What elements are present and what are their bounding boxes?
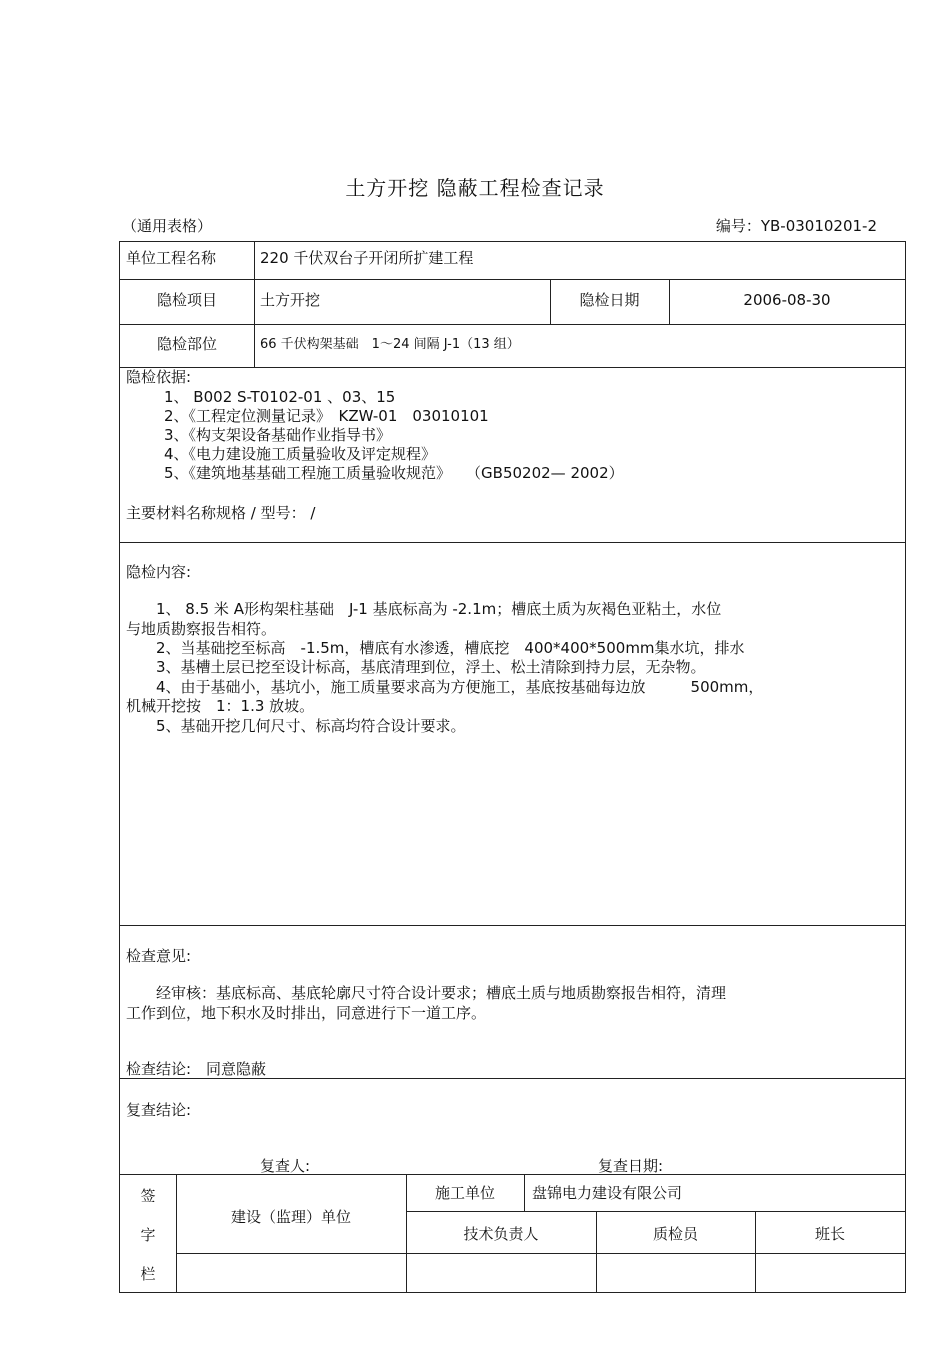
form-title: 土方开挖 隐蔽工程检查记录 — [345, 176, 605, 200]
col-divider — [596, 1211, 597, 1292]
basis-heading: 隐检依据: — [126, 368, 192, 386]
serial-value: YB-03010201-2 — [760, 217, 877, 235]
signature-column-char: 签 — [140, 1187, 156, 1205]
reviewer-label: 复查人: — [260, 1157, 311, 1175]
content-line: 4、由于基础小，基坑小，施工质量要求高为方便施工，基底按基础每边放 500mm， — [126, 678, 764, 696]
inspection-item-value: 土方开挖 — [260, 291, 321, 309]
materials-line: 主要材料名称规格 / 型号： / — [126, 504, 316, 522]
unit-project-value: 220 千伏双台子开闭所扩建工程 — [260, 249, 474, 267]
basis-item: 1、 B002 S-T0102-01 、03、15 — [164, 388, 396, 406]
col-divider — [176, 1174, 177, 1292]
col-divider — [755, 1211, 756, 1292]
inspection-conclusion: 检查结论: 同意隐蔽 — [126, 1060, 267, 1078]
inspection-date-label: 隐检日期 — [579, 291, 640, 309]
construction-unit-value: 盘锦电力建设有限公司 — [532, 1184, 683, 1202]
basis-item: 2、《工程定位测量记录》 KZW-01 03010101 — [164, 407, 489, 425]
owner-unit-label: 建设（监理）单位 — [230, 1208, 351, 1226]
content-line: 2、当基础挖至标高 -1.5m，槽底有水渗透，槽底挖 400*400*500mm集水坑，排水 — [126, 639, 745, 657]
signature-column-char: 字 — [140, 1226, 156, 1244]
content-line: 3、基槽土层已挖至设计标高，基底清理到位，浮土、松土清除到持力层，无杂物。 — [126, 658, 706, 676]
quality-inspector-label: 质检员 — [652, 1225, 698, 1243]
content-line: 机械开挖按 1：1.3 放坡。 — [126, 697, 315, 715]
row-divider — [120, 1078, 905, 1079]
signature-column-char: 栏 — [140, 1265, 156, 1283]
inspection-part-value: 66 千伏构架基础 1～24 间隔 J-1（13 组） — [260, 337, 520, 352]
basis-item: 4、《电力建设施工质量验收及评定规程》 — [164, 445, 437, 463]
opinion-line: 工作到位，地下积水及时排出，同意进行下一道工序。 — [126, 1004, 487, 1022]
inspection-date-value: 2006-08-30 — [743, 291, 831, 309]
unit-project-label: 单位工程名称 — [126, 249, 217, 267]
col-divider — [254, 242, 255, 367]
review-heading: 复查结论: — [126, 1101, 192, 1119]
row-divider — [120, 1174, 905, 1175]
form-type: （通用表格） — [122, 217, 213, 235]
row-divider — [120, 542, 905, 543]
row-divider — [120, 324, 905, 325]
row-divider — [176, 1253, 905, 1254]
content-line: 5、基础开挖几何尺寸、标高均符合设计要求。 — [126, 717, 466, 735]
content-line: 1、 8.5 米 A形构架柱基础 J-1 基底标高为 -2.1m；槽底土质为灰褐色亚粘土，水位 — [126, 600, 722, 618]
content-heading: 隐检内容: — [126, 563, 192, 581]
opinion-line: 经审核：基底标高、基底轮廓尺寸符合设计要求；槽底土质与地质勘察报告相符，清理 — [126, 984, 727, 1002]
tech-lead-label: 技术负责人 — [463, 1225, 539, 1243]
content-line: 与地质勘察报告相符。 — [126, 620, 277, 638]
row-divider — [120, 279, 905, 280]
serial-number-line — [716, 215, 877, 236]
review-date-label: 复查日期: — [598, 1157, 664, 1175]
inspection-item-label: 隐检项目 — [156, 291, 217, 309]
row-divider — [120, 925, 905, 926]
record-table — [119, 241, 906, 1293]
basis-item: 3、《构支架设备基础作业指导书》 — [164, 426, 392, 444]
serial-label: 编号： — [715, 217, 761, 235]
row-divider — [120, 367, 905, 368]
construction-unit-label: 施工单位 — [434, 1184, 495, 1202]
opinion-heading: 检查意见: — [126, 947, 192, 965]
team-leader-label: 班长 — [814, 1225, 845, 1243]
inspection-part-label: 隐检部位 — [156, 335, 217, 353]
row-divider — [406, 1211, 905, 1212]
basis-item: 5、《建筑地基基础工程施工质量验收规范》 （GB50202— 2002） — [164, 464, 624, 482]
col-divider — [524, 1174, 525, 1211]
